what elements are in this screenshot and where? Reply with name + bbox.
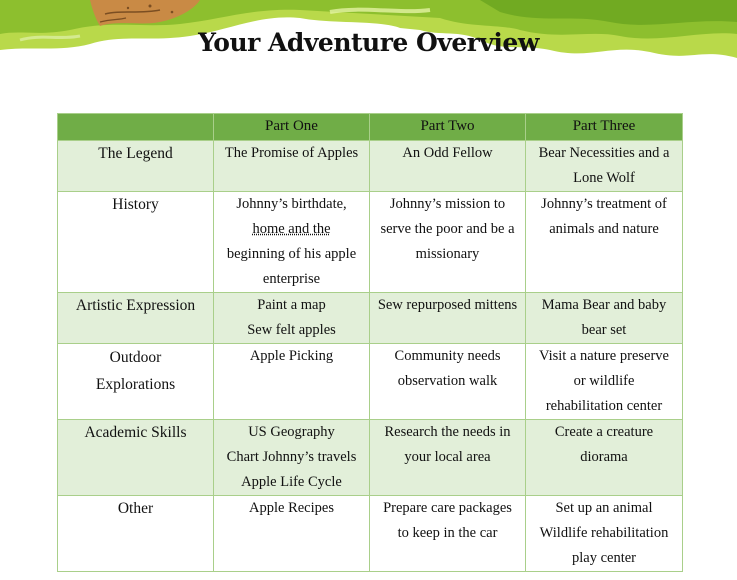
cell-line: missionary bbox=[415, 246, 480, 262]
cell-line: home and the bbox=[252, 221, 331, 237]
cell-line: Community needs bbox=[394, 348, 501, 364]
table-cell bbox=[526, 496, 683, 572]
cell-line: Apple Life Cycle bbox=[241, 474, 342, 490]
cell-line: observation walk bbox=[397, 373, 498, 389]
table-cell bbox=[526, 293, 683, 344]
cell-line: diorama bbox=[580, 449, 628, 465]
cell-line: play center bbox=[571, 550, 636, 566]
row-label: Academic Skills bbox=[58, 420, 214, 496]
table-cell bbox=[214, 344, 370, 420]
cell-line: enterprise bbox=[262, 271, 321, 287]
column-header-empty bbox=[58, 114, 214, 141]
table-cell bbox=[370, 192, 526, 293]
table-cell bbox=[370, 420, 526, 496]
cell-line: Bear Necessities and a bbox=[538, 145, 670, 161]
cell-line: serve the poor and be a bbox=[380, 221, 515, 237]
table-cell bbox=[214, 293, 370, 344]
cell-line: Visit a nature preserve bbox=[539, 348, 669, 364]
cell-line: Johnny’s mission to bbox=[389, 196, 506, 212]
cell-line: Chart Johnny’s travels bbox=[226, 449, 357, 465]
column-header-part-three: Part Three bbox=[526, 114, 683, 141]
cell-line: Prepare care packages bbox=[383, 500, 512, 516]
cell-line: Johnny’s birthdate, bbox=[236, 196, 347, 212]
table-cell bbox=[526, 420, 683, 496]
cell-line: or wildlife bbox=[573, 373, 635, 389]
row-label: The Legend bbox=[58, 141, 214, 192]
table-row bbox=[58, 192, 683, 293]
cell-line: Set up an animal bbox=[555, 500, 653, 516]
cell-line: bear set bbox=[581, 322, 627, 338]
cell-line: Apple Recipes bbox=[249, 500, 334, 516]
table-row bbox=[58, 141, 683, 192]
cell-line: An Odd Fellow bbox=[402, 145, 493, 161]
table-cell bbox=[526, 192, 683, 293]
cell-line: Mama Bear and baby bbox=[541, 297, 667, 313]
cell-line: beginning of his apple bbox=[226, 246, 357, 262]
table-cell bbox=[214, 420, 370, 496]
column-header-part-one: Part One bbox=[214, 114, 370, 141]
table-cell bbox=[214, 496, 370, 572]
table-cell bbox=[370, 344, 526, 420]
table-row bbox=[58, 293, 683, 344]
cell-line: Apple Picking bbox=[249, 348, 334, 364]
table-cell bbox=[526, 344, 683, 420]
column-header-part-two: Part Two bbox=[370, 114, 526, 141]
cell-line: Create a creature bbox=[554, 424, 654, 440]
adventure-overview-table bbox=[57, 113, 683, 572]
table-header-row bbox=[58, 114, 683, 141]
cell-line: US Geography bbox=[248, 424, 335, 440]
table-cell bbox=[370, 141, 526, 192]
cell-line: Wildlife rehabilitation bbox=[539, 525, 669, 541]
table-row bbox=[58, 496, 683, 572]
cell-line: Sew felt apples bbox=[247, 322, 336, 338]
page-title: Your Adventure Overview bbox=[198, 28, 539, 57]
cell-line: to keep in the car bbox=[397, 525, 498, 541]
row-label bbox=[58, 344, 214, 420]
cell-line: Johnny’s treatment of bbox=[541, 196, 667, 212]
row-label-line: Explorations bbox=[95, 376, 176, 393]
table-cell bbox=[214, 192, 370, 293]
cell-line: Paint a map bbox=[257, 297, 326, 313]
row-label: Artistic Expression bbox=[58, 293, 214, 344]
table-cell bbox=[370, 496, 526, 572]
row-label: History bbox=[58, 192, 214, 293]
cell-line: your local area bbox=[404, 449, 491, 465]
table-row bbox=[58, 420, 683, 496]
cell-line: Sew repurposed mittens bbox=[377, 297, 518, 313]
row-label-line: Outdoor bbox=[109, 349, 162, 366]
table-row bbox=[58, 344, 683, 420]
table-cell bbox=[214, 141, 370, 192]
cell-line: rehabilitation center bbox=[545, 398, 663, 414]
table-cell bbox=[370, 293, 526, 344]
cell-line: The Promise of Apples bbox=[224, 145, 359, 161]
cell-line: Research the needs in bbox=[384, 424, 511, 440]
table-cell bbox=[526, 141, 683, 192]
cell-line: animals and nature bbox=[549, 221, 659, 237]
row-label: Other bbox=[58, 496, 214, 572]
cell-line: Lone Wolf bbox=[573, 170, 635, 186]
